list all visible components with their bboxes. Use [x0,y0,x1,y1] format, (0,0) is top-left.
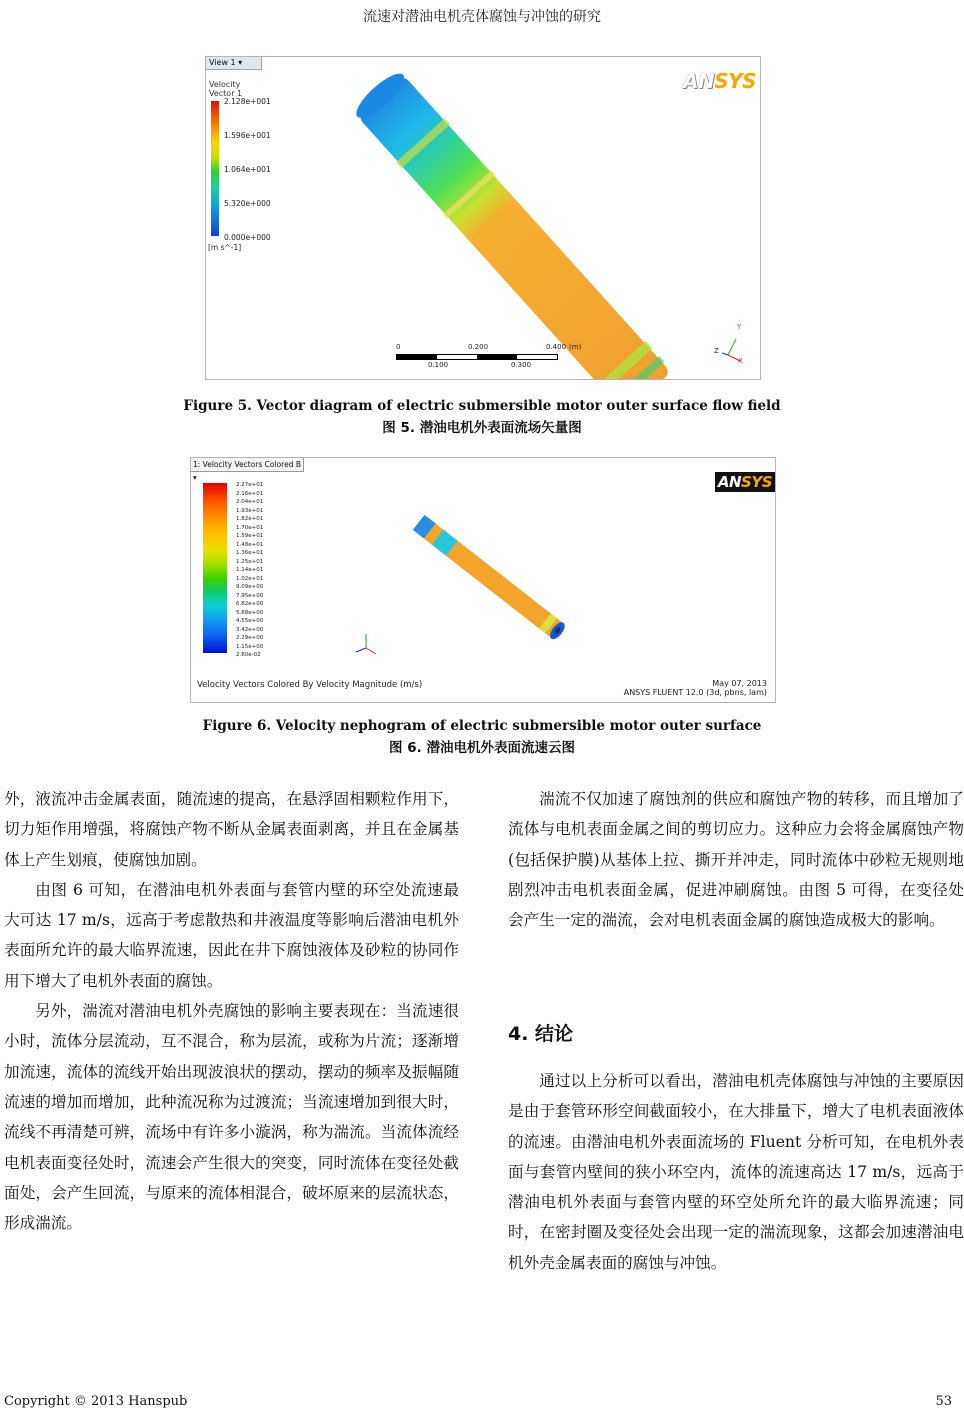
right-column-conclusion [508,1066,964,1278]
legend-value: 5.68e+00 [236,609,264,616]
variable-name: Velocity [209,80,241,89]
figure-6-image [190,457,776,703]
legend-value: 1.93e+01 [236,507,264,514]
legend-value: 1.15e+00 [236,643,264,650]
scale-unit: (m) [569,343,582,351]
page-number: 53 [935,1394,952,1409]
display-selector[interactable]: 1: Velocity Vectors Colored B ▾ [191,458,304,472]
legend-value: 2.04e+01 [236,499,264,505]
scale-label: 0 [396,343,401,351]
scale-label: 0.300 [511,361,532,369]
view-tab-label: View 1 [209,58,236,67]
paragraph: 由图 6 可知，在潜油电机外表面与套管内壁的环空处流速最大可达 17 m/s，远高于考虑散热和井液温度等影响后潜油电机外表面所允许的最大临界流速，因此在井下腐蚀液体及砂粒的协同作用下增大了电机外表面的腐蚀。 [4,880,459,990]
figure-5-caption-en: Figure 5. Vector diagram of electric submersible motor outer surface flow field [183,398,781,414]
legend-value: 1.82e+01 [236,516,264,522]
figure-6-caption-zh: 图 6. 潜油电机外表面流速云图 [389,740,575,756]
axis-z-label: Z [714,347,719,355]
legend-value: 1.70e+01 [236,524,264,531]
legend-value: 9.09e+00 [236,584,264,590]
paragraph: 湍流不仅加速了腐蚀剂的供应和腐蚀产物的转移，而且增加了流体与电机表面金属之间的剪切应力。这种应力会将金属腐蚀产物(包括保护膜)从基体上拉、撕开并冲走，同时流体中砂粒无规则地剧烈冲击电机表面金属，促进冲刷腐蚀。由图 5 可得，在变径处会产生一定的湍流，会对电机表面金属的腐蚀造成极大的影响。 [508,790,964,930]
view-tab[interactable]: View 1 ▾ [206,57,262,70]
legend-value: 6.82e+00 [236,601,264,607]
legend-value: 7.95e+00 [236,592,264,599]
ansys-logo: ANSYS [682,69,756,93]
legend-value: 1.48e+01 [236,541,264,548]
motor-rendering [191,458,775,702]
legend-value: 1.596e+001 [224,131,271,140]
legend-value: 1.14e+01 [236,567,264,573]
legend-value: 0.000e+000 [224,233,271,242]
legend-value: 3.42e+00 [236,626,264,633]
legend-value: 1.25e+01 [236,558,264,565]
paragraph: 另外，湍流对潜油电机外壳腐蚀的影响主要表现在：当流速很小时，流体分层流动，互不混合，称为层流，或称为片流；逐渐增加流速，流体的流线开始出现波浪状的摆动，摆动的频率及振幅随流速的增加而增加，此种流况称为过渡流；当流速增加到很大时，流线不再清楚可辨，流场中有许多小漩涡，称为湍流。当流体流经电机表面变径处时，流速会产生很大的突变，同时流体在变径处截面处，会产生回流，与原来的流体相混合，破坏原来的层流状态，形成湍流。 [4,1002,459,1233]
legend-value: 2.29e+00 [236,635,264,641]
figure-5-image [205,56,761,380]
axis-y-label: Y [737,323,742,331]
running-title: 流速对潜油电机壳体腐蚀与冲蚀的研究 [363,9,601,25]
legend-value: 2.27e+01 [236,482,264,488]
solver-info: ANSYS FLUENT 12.0 (3d, pbns, lam) [623,688,767,697]
left-column [4,784,459,1238]
legend-unit: [m s^-1] [208,243,242,252]
ansys-logo: ANSYS [715,472,775,492]
scale-label: 0.100 [428,361,449,369]
paragraph: 外，液流冲击金属表面，随流速的提高，在悬浮固相颗粒作用下，切力矩作用增强，将腐蚀产物不断从金属表面剥离，并且在金属基体上产生划痕，使腐蚀加剧。 [4,790,459,869]
legend-value: 4.55e+00 [236,618,264,624]
axis-x-label: X [738,357,743,365]
legend-value: 1.064e+001 [224,165,271,174]
legend-value: 5.320e+000 [224,199,271,208]
paragraph: 通过以上分析可以看出，潜油电机壳体腐蚀与冲蚀的主要原因是由于套管环形空间截面较小，在大排量下，增大了电机表面液体的流速。由潜油电机外表面流场的 Fluent 分析可知，在电机外表面与套管内壁间的狭小环空内，流体的流速高达 17 m/s，远高于潜油电机外表面与套管内壁的环空处所允许的最大临界流速；同时，在密封圈及变径处会出现一定的湍流现象，这都会加速潜油电机外壳金属表面的腐蚀与冲蚀。 [508,1072,964,1272]
legend-value: 2.128e+001 [224,97,271,106]
figure-5-caption-zh: 图 5. 潜油电机外表面流场矢量图 [382,420,582,436]
legend-value: 1.59e+01 [236,533,264,539]
plot-description: Velocity Vectors Colored By Velocity Magnitude (m/s) [197,680,423,690]
scale-label: 0.400 [546,343,567,351]
scale-bar-graphic [396,354,558,360]
plot-date: May 07, 2013 [712,679,767,688]
axis-triad [356,634,376,654]
figure-6-caption-en: Figure 6. Velocity nephogram of electric submersible motor outer surface [202,718,762,734]
legend-value: 2.60e-02 [236,652,261,658]
legend-value: 1.02e+01 [236,575,264,582]
section-heading: 4. 结论 [508,1023,574,1045]
copyright: Copyright © 2013 Hanspub [4,1394,188,1409]
display-selector-label: 1: Velocity Vectors Colored B [193,460,301,469]
right-column [508,784,964,935]
motor-rendering [206,57,760,379]
scale-label: 0.200 [468,343,489,351]
legend-value: 1.36e+01 [236,550,264,556]
variable-subtitle: Vector 1 [209,89,243,98]
legend-value: 2.16e+01 [236,490,264,497]
